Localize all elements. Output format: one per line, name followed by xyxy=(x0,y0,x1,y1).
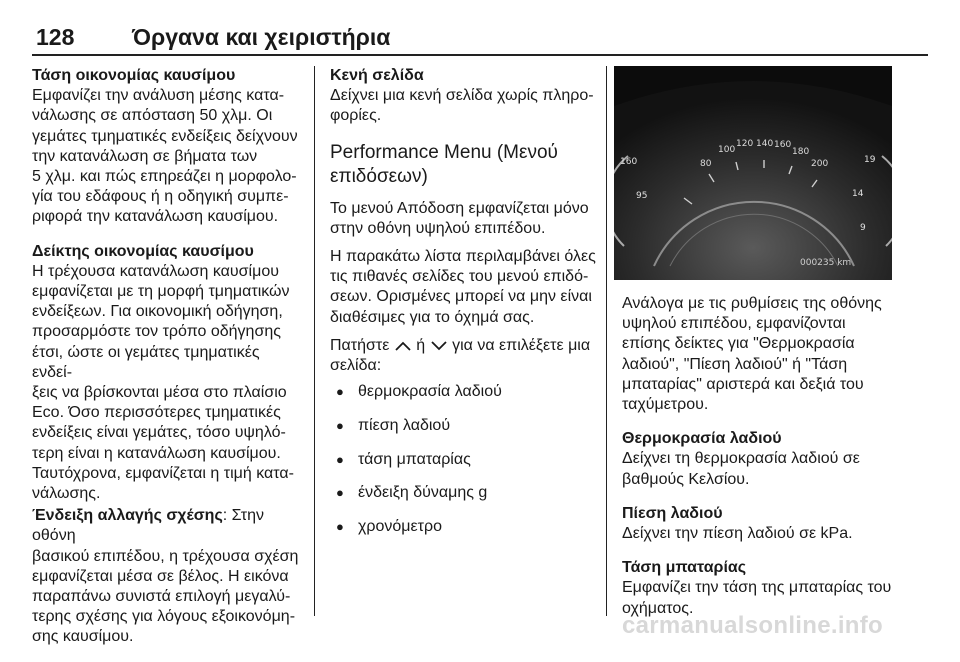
column-1 xyxy=(32,66,302,662)
cluster-description xyxy=(622,294,892,415)
text-line: βασικού επιπέδου, η τρέχουσα σχέση xyxy=(32,547,299,565)
text-line: Ταυτόχρονα, εμφανίζεται η τιμή κατα- xyxy=(32,464,294,482)
section-heading: Τάση μπαταρίας xyxy=(622,559,747,577)
inline-heading: Ένδειξη αλλαγής σχέσης xyxy=(32,507,223,525)
text-line: υψηλού επιπέδου, εμφανίζονται xyxy=(622,315,846,333)
select-instruction xyxy=(330,336,598,376)
text-line: Η τρέχουσα κατανάλωση καυσίμου xyxy=(32,262,279,280)
text-line: γεμάτες τμηματικές ενδείξεις δείχνουν xyxy=(32,127,298,145)
right-gauge-label: 19 xyxy=(864,155,876,165)
speed-tick-label: 180 xyxy=(792,147,810,157)
inline-text: για να επιλέξετε μια xyxy=(452,336,591,354)
chevron-up-icon xyxy=(394,340,412,352)
list-item: ● θερμοκρασία λαδιού xyxy=(330,382,598,402)
speed-tick-label: 100 xyxy=(718,145,736,155)
text-line: 5 χλμ. και πώς επηρεάζει η μορφολο- xyxy=(32,168,297,186)
chapter-title: Όργανα και χειριστήρια xyxy=(132,24,391,50)
list-item: ● τάση μπαταρίας xyxy=(330,450,598,470)
text-line: ξεις να βρίσκονται μέσα στο πλαίσιο xyxy=(32,384,287,402)
chevron-down-icon xyxy=(430,340,448,352)
text-line: σης καυσίμου. xyxy=(32,628,134,646)
section-blank-page xyxy=(330,66,598,127)
speed-tick-label: 140 xyxy=(756,139,774,149)
text-line: Δείχνει τη θερμοκρασία λαδιού σε xyxy=(622,450,860,468)
page-header xyxy=(32,24,932,54)
text-line: οχήματος. xyxy=(622,599,694,617)
text-line: λαδιού", "Πίεση λαδιού" ή "Τάση xyxy=(622,355,848,373)
instrument-cluster-svg xyxy=(614,66,892,280)
text-line: την κατανάλωση σε βήματα των xyxy=(32,147,258,165)
section-fuel-trend xyxy=(32,66,302,228)
text-line: Δείχνει την πίεση λαδιού σε kPa. xyxy=(622,525,853,543)
text-line: στην οθόνη υψηλού επιπέδου. xyxy=(330,219,546,237)
text-line: ριφορά την κατανάλωση καυσίμου. xyxy=(32,208,279,226)
text-line: βαθμούς Κελσίου. xyxy=(622,470,750,488)
column-3 xyxy=(622,66,892,633)
performance-pages-list xyxy=(330,382,598,537)
section-heading: Δείκτης οικονομίας καυσίμου xyxy=(32,242,254,260)
text-line: γία του εδάφους ή η οδηγική συμπε- xyxy=(32,188,289,206)
column-2 xyxy=(330,66,598,551)
text-line: φορίες. xyxy=(330,107,382,125)
odometer-readout: 000235 km xyxy=(800,258,852,268)
text-line: νάλωσης. xyxy=(32,485,101,503)
text-line: σελίδα: xyxy=(330,357,382,375)
text-line: επίσης δείκτες για "Θερμοκρασία xyxy=(622,335,855,353)
text-line xyxy=(32,506,302,546)
text-line: τερη είναι η κατανάλωση καυσίμου. xyxy=(32,444,281,462)
text-line: σεων. Ορισμένες μπορεί να μην είναι xyxy=(330,288,592,306)
text-line: Δείχνει μια κενή σελίδα χωρίς πληρο- xyxy=(330,87,594,105)
text-line: νάλωσης σε απόσταση 50 χλμ. Οι xyxy=(32,107,273,125)
text-line xyxy=(330,336,598,356)
text-line: Η παρακάτω λίστα περιλαμβάνει όλες xyxy=(330,248,596,266)
section-battery-voltage xyxy=(622,558,892,619)
watermark: carmanualsonline.info xyxy=(622,612,884,639)
text-line: Εμφανίζει την τάση της μπαταρίας του xyxy=(622,579,892,597)
section-heading: Κενή σελίδα xyxy=(330,67,424,84)
text-line: ενδείξεις είναι γεμάτες, τόσο υψηλό- xyxy=(32,424,286,442)
text-line: μπαταρίας" αριστερά και δεξιά του xyxy=(622,375,864,393)
text-line: τις πιθανές σελίδες του μενού επιδό- xyxy=(330,268,589,286)
text-line: έτσι, ώστε οι γεμάτες τμηματικές ενδεί- xyxy=(32,343,260,381)
section-heading: Πίεση λαδιού xyxy=(622,504,723,522)
inline-text: ή xyxy=(416,336,426,354)
left-gauge-label: 160 xyxy=(620,157,638,167)
heading-line: επιδόσεων) xyxy=(330,165,428,187)
section-oil-pressure xyxy=(622,504,892,544)
text-line: εμφανίζεται μέσα σε βέλος. Η εικόνα xyxy=(32,567,289,585)
inline-text: : Στην οθόνη xyxy=(32,507,264,545)
left-gauge-label: 95 xyxy=(636,191,648,201)
section-heading: Τάση οικονομίας καυσίμου xyxy=(32,67,236,84)
text-line: ενδείξεων. Για οικονομική οδήγηση, xyxy=(32,303,283,321)
section-fuel-index xyxy=(32,242,302,505)
performance-intro xyxy=(330,199,598,239)
column-divider xyxy=(606,66,607,616)
text-line: τερης σχέσης για λόγους εξοικονόμη- xyxy=(32,608,296,626)
speed-tick-label: 160 xyxy=(774,140,792,150)
instrument-cluster-image xyxy=(614,66,892,280)
section-heading: Θερμοκρασία λαδιού xyxy=(622,430,782,448)
text-line: διαθέσιμες για το όχημά σας. xyxy=(330,308,535,326)
text-line: Το μενού Απόδοση εμφανίζεται μόνο xyxy=(330,199,589,217)
text-line: Ανάλογα με τις ρυθμίσεις της οθόνης xyxy=(622,295,882,312)
right-gauge-label: 9 xyxy=(860,223,866,233)
text-line: ταχύμετρου. xyxy=(622,396,709,414)
performance-list-intro xyxy=(330,247,598,328)
list-item: ● πίεση λαδιού xyxy=(330,416,598,436)
right-gauge-label: 14 xyxy=(852,189,864,199)
section-gear-shift xyxy=(32,506,302,647)
header-rule xyxy=(32,54,928,56)
list-item: ● χρονόμετρο xyxy=(330,517,598,537)
inline-text: Πατήστε xyxy=(330,336,390,354)
speed-tick-label: 200 xyxy=(811,159,829,169)
list-item: ● ένδειξη δύναμης g xyxy=(330,483,598,503)
text-line: παραπάνω συνιστά επιλογή μεγαλύ- xyxy=(32,588,291,606)
heading-line: Performance Menu (Μενού xyxy=(330,141,558,163)
text-line: Εμφανίζει την ανάλυση μέσης κατα- xyxy=(32,87,285,105)
speed-tick-label: 80 xyxy=(700,159,712,169)
section-oil-temperature xyxy=(622,429,892,490)
page-number: 128 xyxy=(36,24,75,50)
text-line: εμφανίζεται με τη μορφή τμηματικών xyxy=(32,283,290,301)
text-line: Eco. Όσο περισσότερες τμηματικές xyxy=(32,404,281,422)
column-divider xyxy=(314,66,315,616)
speed-tick-label: 120 xyxy=(736,139,754,149)
text-line: προσαρμόστε τον τρόπο οδήγησης xyxy=(32,323,281,341)
performance-menu-heading xyxy=(330,141,598,189)
